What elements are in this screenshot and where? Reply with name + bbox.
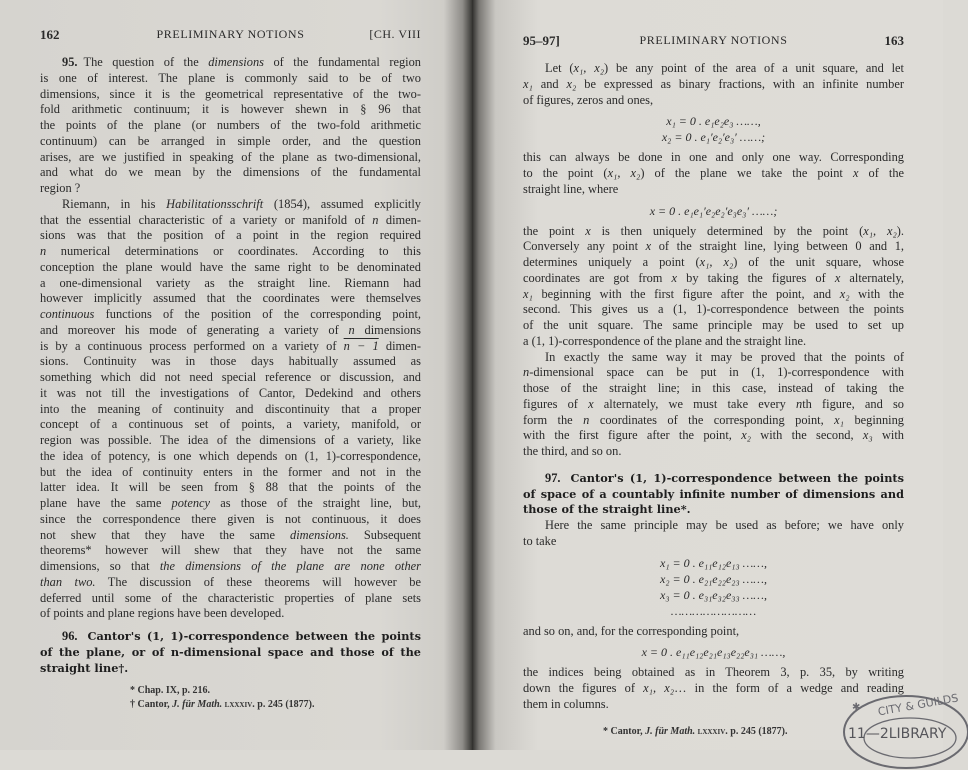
text-run: beginning <box>843 412 905 427</box>
text-run: the dimensions of the plane are none other <box>159 559 422 573</box>
text-line <box>40 354 421 370</box>
text-run: ) of the plane we take the point <box>640 166 853 180</box>
text-line <box>40 645 421 661</box>
text-run: with the <box>849 286 904 301</box>
text-run: (1854), assumed explicitly <box>263 196 421 211</box>
text-run: to take <box>523 533 557 548</box>
text-run: them in columns. <box>523 696 609 711</box>
text-run: sions was that the position of a point in the region required <box>40 228 421 243</box>
text-line <box>523 603 904 619</box>
text-line <box>40 87 421 103</box>
section-number: 97. <box>545 470 561 485</box>
text-run: and what do we mean by the dimensions of the fundamental <box>40 165 421 180</box>
text-line <box>40 150 421 166</box>
text-run: n <box>372 212 379 227</box>
text-run: p. 245 (1877). <box>254 699 315 711</box>
text-line <box>40 575 421 591</box>
right-page <box>472 0 943 750</box>
text-line <box>523 302 904 318</box>
text-run: x₁ <box>523 286 533 301</box>
text-run: dimensions. <box>290 527 349 542</box>
text-run: x₂ <box>741 428 751 443</box>
text-run: of points and plane regions have been developed. <box>40 606 285 621</box>
text-run: x₂ = 0 . e₁′e₂′e₃′ ……; <box>661 130 766 145</box>
text-line <box>40 496 421 512</box>
text-line <box>523 487 904 503</box>
text-run: straight line†. <box>40 660 129 675</box>
text-run: x₂ <box>839 286 850 301</box>
text-line <box>40 417 421 433</box>
text-run: by taking the figures of <box>677 270 835 285</box>
text-run: Conversely any point <box>523 239 646 254</box>
text-run: x₂ <box>566 76 577 91</box>
svg-text:11—2LIBRARY: 11—2LIBRARY <box>848 726 947 742</box>
paragraph <box>523 150 904 197</box>
text-run: lxxxiv. <box>695 725 728 737</box>
text-run: those of the straight line; in this case, instead of taking the <box>523 381 904 395</box>
text-line <box>40 402 421 418</box>
running-title: PRELIMINARY NOTIONS <box>639 33 788 47</box>
text-line <box>523 587 904 603</box>
text-run: J. für Math. <box>172 699 223 711</box>
text-run: than two. <box>40 574 96 589</box>
text-line <box>40 181 421 197</box>
footnotes <box>40 684 421 712</box>
text-run: x₁, x₂ <box>607 166 641 180</box>
text-run: of the fundamental region <box>263 55 421 69</box>
text-run: those of the straight line*. <box>523 502 691 517</box>
section-range: 95–97] <box>523 33 560 48</box>
text-run: with <box>872 428 904 443</box>
text-run: x₁ <box>523 76 533 91</box>
text-line <box>523 61 904 77</box>
text-run: x <box>671 270 678 285</box>
text-line <box>523 444 904 460</box>
text-run: potency <box>171 496 211 510</box>
text-run: something which did not need special reference or discussion, and <box>40 370 421 384</box>
text-run: x₁ = 0 . e₁e₂e₃ ……, <box>666 114 761 129</box>
text-run: x = 0 . e₁e₁′e₂e₂′e₃e₃′ ……; <box>649 203 778 218</box>
text-run: The question of the <box>83 55 209 69</box>
text-line <box>40 661 421 677</box>
text-line <box>40 465 421 481</box>
text-run: figures of <box>523 396 589 411</box>
paragraph <box>523 224 904 350</box>
text-run: alternately, <box>840 270 904 285</box>
text-line <box>40 543 421 559</box>
text-line <box>40 370 421 386</box>
paragraph <box>523 518 904 550</box>
text-line <box>523 113 904 129</box>
text-line <box>523 203 904 219</box>
text-run: of space of a countably infinite number of dimensions and <box>523 486 904 501</box>
text-run: Habilitationsschrift <box>166 196 264 211</box>
text-line <box>523 150 904 166</box>
left-page <box>0 0 472 750</box>
text-line <box>523 644 904 660</box>
text-run: x <box>852 166 859 180</box>
text-line <box>40 512 421 528</box>
page-body <box>40 55 421 712</box>
text-line <box>523 428 904 444</box>
section-heading <box>523 471 904 518</box>
text-line <box>40 244 421 260</box>
text-run: theorems* however will shew that they have not the same <box>40 543 421 558</box>
text-run: this can always be done in one and only one way. Corresponding <box>523 150 904 165</box>
page-number: 163 <box>884 33 904 48</box>
text-run: the points of the plane (or numbers of the two-fold arithmetic <box>40 118 421 132</box>
text-run: … in the form of a wedge and reading <box>674 681 904 695</box>
text-line <box>40 228 421 244</box>
text-run: x₃ <box>862 428 873 443</box>
text-run: as those of the straight line, but, <box>210 496 421 510</box>
text-run: region ? <box>40 181 81 195</box>
text-run: dimensions <box>208 55 264 69</box>
text-run: is by a continuous process performed on a variety of <box>40 338 344 353</box>
text-run: x <box>645 239 652 254</box>
text-run: Cantor's (1, 1)-correspondence between the points <box>87 629 421 643</box>
text-run: form the <box>523 412 584 427</box>
footnote <box>40 684 421 698</box>
text-run: and so on, and, for the corresponding point, <box>523 623 740 638</box>
text-run: straight line, where <box>523 181 619 196</box>
text-run: continuum) can be arranged in simple order, and the question <box>40 133 421 148</box>
text-line <box>40 307 421 323</box>
text-run: with the first figure after the point, <box>523 428 742 443</box>
text-line <box>523 555 904 571</box>
text-line <box>523 224 904 240</box>
text-run: x₁, x₂ <box>699 255 734 269</box>
text-line <box>523 318 904 334</box>
text-line <box>40 339 421 355</box>
text-line <box>40 386 421 402</box>
text-run: and <box>532 76 567 91</box>
equation <box>523 113 904 145</box>
text-run: Cantor's (1, 1)-correspondence between the points <box>570 470 904 485</box>
text-run: region was possible. The idea of the dimensions of a variety, like <box>40 433 421 447</box>
text-run: functions of the position of the corresponding point, <box>94 307 421 321</box>
text-run: * Chap. IX, p. 216. <box>130 685 211 697</box>
text-line <box>40 480 421 496</box>
text-line <box>40 528 421 544</box>
text-run: dimensions, so that <box>40 559 160 573</box>
text-line <box>523 665 904 681</box>
text-line <box>523 413 904 429</box>
text-run: † Cantor, <box>130 699 173 711</box>
text-line <box>523 571 904 587</box>
text-line <box>523 381 904 397</box>
text-run: n <box>348 322 355 337</box>
text-run: Riemann, in his <box>62 196 167 211</box>
text-run: second. This gives us a (1, 1)-correspondence between the points <box>523 302 904 317</box>
text-line <box>40 55 421 71</box>
text-run: of the unit square. The same principle may be used to set up <box>523 318 904 332</box>
text-run: beginning with the first figure after the point, and <box>532 286 840 301</box>
text-run: of figures, zeros and ones, <box>523 92 654 107</box>
text-line <box>523 471 904 487</box>
paragraph <box>523 350 904 460</box>
text-line <box>523 518 904 534</box>
text-run: is one of interest. The plane is commonly said to be of two <box>40 70 421 85</box>
text-run: deferred until some of the characteristic properties of plane sets <box>40 590 421 605</box>
text-line <box>40 118 421 134</box>
text-run: and moreover his mode of generating a variety of <box>40 322 349 337</box>
text-line <box>523 129 904 145</box>
text-line <box>40 165 421 181</box>
text-run: numerical determinations or coordinates. According to this <box>46 244 421 258</box>
text-run: dimensions, since it is the geometrical representative of the two- <box>40 86 421 101</box>
text-line <box>523 350 904 366</box>
text-line <box>40 449 421 465</box>
page-header <box>523 33 904 49</box>
text-line <box>523 502 904 518</box>
text-run: x <box>585 223 591 238</box>
text-line <box>523 255 904 271</box>
text-run: of the straight line, lying between 0 and 1, <box>651 239 905 254</box>
text-run: of the plane, or of n-dimensional space and those of the <box>40 644 421 659</box>
paragraph <box>523 61 904 108</box>
text-run: n − 1 <box>343 338 379 353</box>
text-run: to the point ( <box>523 166 608 180</box>
text-run: the idea of potency, is one which depends on (1, 1)-correspondence, <box>40 448 421 463</box>
text-run: but the idea of continuity enters in the former and not in the <box>40 464 421 479</box>
text-line <box>40 433 421 449</box>
text-run: ). <box>896 223 904 238</box>
section-heading <box>40 629 421 676</box>
text-line <box>523 166 904 182</box>
text-run: alternately, we must take every <box>593 396 796 411</box>
text-line <box>523 93 904 109</box>
text-run: that the essential characteristic of a variety or manifold of <box>40 212 373 227</box>
text-run: dimensions <box>354 322 421 337</box>
text-run: x₁, x₂ <box>863 223 897 238</box>
text-run: the third, and so on. <box>523 444 622 458</box>
text-run: n <box>583 412 590 427</box>
text-run: concept of a continuous set of points, a variety, manifold, or <box>40 417 421 432</box>
paragraph <box>40 197 421 622</box>
chapter-label: [CH. VIII <box>369 27 421 41</box>
text-run: however implicitly assumed that the coordinates were themselves <box>40 291 421 306</box>
text-run: x <box>834 270 841 285</box>
text-run: p. 245 (1877). <box>727 725 788 737</box>
text-run: lxxxiv. <box>222 699 255 711</box>
text-run: Let ( <box>545 61 574 75</box>
page-body <box>523 61 904 739</box>
text-run: latter idea. It will be seen from § 88 that the points of the <box>40 480 421 495</box>
text-run: n <box>796 396 803 411</box>
text-run: x₃ = 0 . e₃₁e₃₂e₃₃ ……, <box>660 587 767 602</box>
text-run: arises, are we justified in speaking of the plane as two-dimensional, <box>40 149 421 164</box>
text-run: a one-dimensional variety as the straight line. Riemann had <box>40 275 421 290</box>
text-run: with the second, <box>751 428 863 443</box>
equation <box>523 203 904 219</box>
text-line <box>40 591 421 607</box>
svg-text:✱: ✱ <box>852 702 861 713</box>
text-run: be expressed as binary fractions, with an infinite number <box>576 76 904 91</box>
text-run: fold arithmetic continuum; it is however shewn in § 96 that <box>40 102 421 117</box>
text-run: x₁ = 0 . e₁₁e₁₂e₁₃ ……, <box>660 555 767 570</box>
footnote <box>40 698 421 712</box>
text-run: conception the plane would have the same right to be denominated <box>40 259 421 274</box>
text-run: J. für Math. <box>645 725 696 737</box>
text-line <box>40 102 421 118</box>
text-line <box>40 629 421 645</box>
text-run: n <box>523 365 530 380</box>
text-line <box>523 271 904 287</box>
text-run: the point <box>523 223 586 238</box>
text-line <box>523 534 904 550</box>
text-run: into the meaning of continuity and discontinuity that a proper <box>40 401 421 416</box>
text-run: x = 0 . e₁₁e₁₂e₂₁e₁₃e₂₂e₃₁ ……, <box>641 645 786 660</box>
text-line <box>40 291 421 307</box>
page-header <box>40 27 421 43</box>
text-line <box>523 182 904 198</box>
text-run: In exactly the same way it may be proved that the points of <box>545 349 904 364</box>
section-number: 95. <box>62 55 78 69</box>
section-number: 96. <box>62 629 78 643</box>
equation <box>523 644 904 660</box>
text-run: Subsequent <box>348 527 421 542</box>
text-run: dimen- <box>378 338 422 353</box>
text-line <box>523 334 904 350</box>
text-run: x₁, x₂ <box>573 61 605 75</box>
text-run: plane have the same <box>40 496 172 510</box>
text-run: x₁, x₂ <box>643 681 675 695</box>
text-line <box>40 276 421 292</box>
text-run: coordinates are got from <box>523 270 672 285</box>
equation <box>523 555 904 619</box>
text-line <box>523 239 904 255</box>
paragraph <box>523 624 904 640</box>
running-title: PRELIMINARY NOTIONS <box>156 27 305 41</box>
text-line <box>523 624 904 640</box>
text-line <box>40 260 421 276</box>
text-run: dimen- <box>378 212 421 227</box>
text-run: down the figures of <box>523 681 644 695</box>
text-line <box>40 71 421 87</box>
text-run: -dimensional space can be put in (1, 1)-correspondence with <box>529 365 904 380</box>
text-run: ) of the unit square, whose <box>733 255 904 269</box>
text-run: th figure, and so <box>802 396 904 411</box>
text-run: n <box>40 244 47 258</box>
library-stamp <box>838 690 968 770</box>
page-number: 162 <box>40 27 60 42</box>
text-line <box>40 213 421 229</box>
text-run: not shew that they have the same <box>40 527 291 542</box>
text-line <box>40 134 421 150</box>
text-line <box>40 323 421 339</box>
text-run: The discussion of these theorems will however be <box>95 574 421 589</box>
text-run: …………………… <box>670 603 757 618</box>
text-run: Here the same principle may be used as before; we have only <box>545 518 904 532</box>
text-line <box>523 287 904 303</box>
text-run: a (1, 1)-correspondence of the plane and the straight line. <box>523 333 807 348</box>
text-run: continuous <box>40 307 95 321</box>
text-run: since the correspondence there given is not continuous, it does <box>40 511 421 526</box>
text-run: determines uniquely a point ( <box>523 255 700 269</box>
text-line <box>523 365 904 381</box>
text-run: ) be any point of the area of a unit square, and let <box>604 61 904 75</box>
text-line <box>40 559 421 575</box>
text-line <box>523 77 904 93</box>
text-run: x₂ = 0 . e₂₁e₂₂e₂₃ ……, <box>660 571 767 586</box>
text-line <box>40 606 421 622</box>
text-run: coordinates of the corresponding point, <box>589 412 835 427</box>
text-run: * Cantor, <box>603 725 646 737</box>
text-run: x <box>588 396 594 411</box>
text-run: sions. Continuity was in those days habitually assumed as <box>40 354 421 369</box>
text-line <box>40 197 421 213</box>
svg-text:CITY & GUILDS: CITY & GUILDS <box>876 691 960 719</box>
text-run: x₁ <box>834 412 844 427</box>
text-line <box>523 397 904 413</box>
text-run: it was not till the investigations of Cantor, Dedekind and others <box>40 385 421 400</box>
paragraph <box>40 55 421 197</box>
text-run: the indices being obtained as in Theorem 3, p. 35, by writing <box>523 665 904 680</box>
text-run: of the <box>858 166 905 180</box>
text-run: is then uniquely determined by the point ( <box>590 223 864 238</box>
